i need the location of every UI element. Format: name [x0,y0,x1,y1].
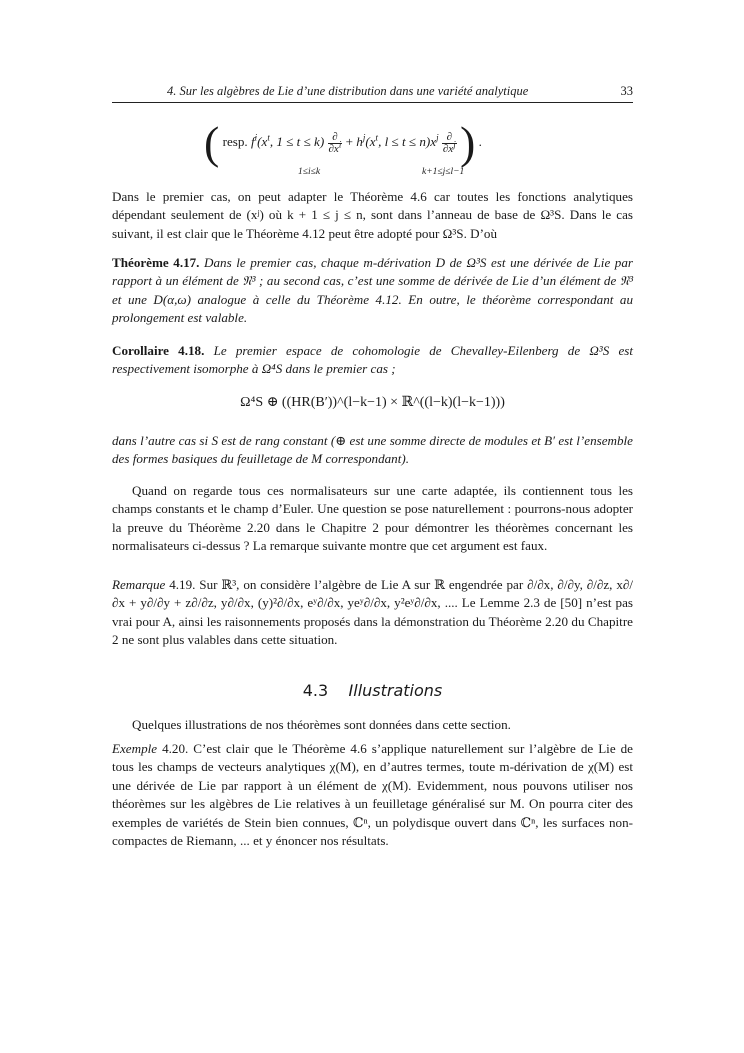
paragraph-1: Dans le premier cas, on peut adapter le Théorème 4.6 car toutes les fonctions analytiques dépendant seulement de (xʲ) où k + 1 ≤ j ≤ n, sont dans l’anneau de base de Ω³S. Dans le cas suivant, il est clair que le Théorème 4.12 peut être adopté pour Ω³S. D’où [112,189,633,241]
eq-term-2: $h^j(x^t$, $l \le t \le n)x^j$ [356,132,439,149]
remark-line-1: Sur ℝ³, on considère l’algèbre de Lie A sur ℝ engendrée par ∂/∂x, ∂/∂y, ∂/∂z, [199,577,613,592]
equation-top [112,117,633,182]
header-title: 4. Sur les algèbres de Lie d’une distribution dans une variété analytique [167,84,529,98]
theorem-label: Théorème 4.17. [112,255,200,270]
theorem-4-17 [112,254,633,328]
corollary-4-18 [112,342,633,379]
remark-rest: vrai pour A, ainsi les raisonnements proposés dans la démonstration du Théorème 2.20 du Chapitre 2 ne sont plus valables dans cette situation. [112,613,633,648]
resp-label: resp. [222,134,248,149]
sum-index-2: k+1≤j≤l−1 [422,167,465,177]
sum-index-1: 1≤i≤k [298,167,321,177]
paragraph-2: dans l’autre cas si S est de rang constant (⊕ est une somme directe de modules et B′ est l’ensemble des formes basiques du feuilletage de M correspondant). [112,433,633,467]
theorem-body: Dans le premier cas, chaque m-dérivation D de Ω³S est une dérivée de Lie par rapport à un élément de 𝔑³ ; au second cas, c’est une somme de dérivée de Lie d’un élément de 𝔑³ et une D(α,ω) analogue à celle du Théorème 4.12. En outre, le théorème correspondant au prolongement est valable. [112,255,633,326]
left-paren: ( [204,117,220,168]
example-label: Exemple [112,741,158,756]
eq-plus: + [345,134,354,149]
right-paren: ) [460,117,476,168]
eq-term-1: $f^i(x^t$, 1 ≤ t ≤ k) [250,132,325,149]
paragraph-4: Quelques illustrations de nos théorèmes sont données dans cette section. [132,717,511,732]
section-number: 4.3 [302,681,329,700]
equation-corollary: Ω⁴S ⊕ ((HR(B′))^(l−k−1) × ℝ^((l−k)(l−k−1))) [240,395,505,410]
eq-end: . [478,134,482,149]
running-header [112,84,633,103]
remark-number: 4.19. [169,577,196,592]
remark-line-2: x∂/∂x + y∂/∂y + z∂/∂z, y∂/∂x, (y)²∂/∂x, eʸ∂/∂x, yeʸ∂/∂x, y²eʸ∂/∂x, .... Le Lemme 2.3 de [50] n’est pas [112,577,634,611]
example-number: 4.20. [162,741,189,756]
paragraph-3: Quand on regarde tous ces normalisateurs sur une carte adaptée, ils contiennent tous les champs constants et le champ d’Euler. Une question se pose naturellement : pourrons-nous adopter la preuve du Théorème 2.20 dans le Chapitre 2 pour démontrer les théorèmes concernant les normalisateurs ci-dessus ? La remarque suivante montre que cet argument est faux. [112,483,633,554]
example-body: C’est clair que le Théorème 4.6 s’applique naturellement sur l’algèbre de Lie de tous les champs de vecteurs analytiques χ(M), en d’autres termes, toute m-dérivation de χ(M) est une dérivée de Lie par rapport à un élément de χ(M). Evidemment, nous pouvons utiliser nos théorèmes sur les algèbres de Lie relatives à un feuilletage généralisé sur M. On pourra citer des exemples de variétés de Stein bien connues, ℂⁿ, un polydisque ouvert dans ℂⁿ, les surfaces non-compactes de Riemann, ... et y énoncer nos résultats. [112,741,633,849]
section-title: Illustrations [348,681,443,700]
section-heading [112,681,633,700]
remark-4-19 [112,576,633,650]
partial-frac-2: $\frac{\partial}{\partial x^j}$ [442,130,456,155]
remark-label: Remarque [112,577,166,592]
example-4-20 [112,740,633,850]
partial-frac-1: $\frac{\partial}{\partial x^i}$ [328,130,342,155]
page-number: 33 [620,84,633,98]
corollary-label: Corollaire 4.18. [112,343,205,358]
corollary-body: Le premier espace de cohomologie de Chevalley-Eilenberg de Ω³S est respectivement isomorphe à Ω⁴S dans le premier cas ; [112,343,634,377]
